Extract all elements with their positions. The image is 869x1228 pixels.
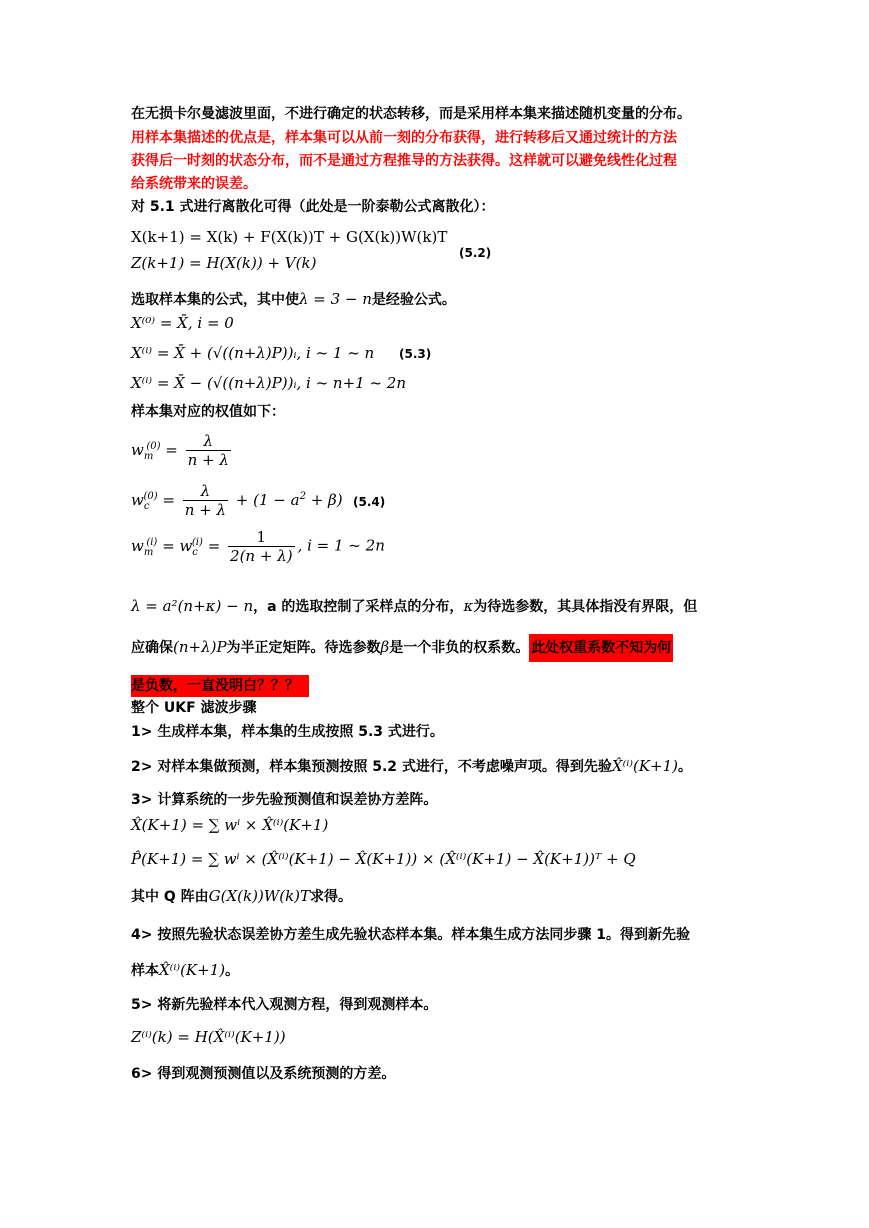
lambda-text1: ，a 的选取控制了采样点的分布， — [253, 599, 464, 615]
step-2-text: 2> 对样本集做预测，样本集预测按照 5.2 式进行，不考虑噪声项。得到先验 — [131, 759, 612, 775]
eq52-line2: Z(k+1) = H(X(k)) + V(k) — [131, 254, 317, 272]
eq53-line1: X⁽⁰⁾ = X̄, i = 0 — [131, 314, 234, 332]
intro-red-line-2: 获得后一时刻的状态分布，而不是通过方程推导的方法获得。这样就可以避免线性化过程 — [131, 153, 677, 169]
lambda-text3: 应确保 — [131, 640, 173, 656]
step-2 — [131, 756, 692, 777]
eq54-label: (5.4) — [353, 495, 386, 509]
eq52-line1: X(k+1) = X(k) + F(X(k))T + G(X(k))W(k)T — [131, 228, 448, 246]
q-text1: 其中 Q 阵由 — [131, 889, 209, 905]
step-2-end: 。 — [678, 759, 692, 775]
highlight-note-1: 此处权重系数不知为何 — [529, 634, 673, 662]
highlight-note-2: 是负数，一直没明白？？？ — [131, 675, 309, 697]
step-3: 3> 计算系统的一步先验预测值和误差协方差阵。 — [131, 792, 438, 808]
step-4-end: 。 — [225, 963, 240, 979]
eq53-line2: X⁽ⁱ⁾ = X̄ + (√((n+λ)P))ᵢ, i ~ 1 ~ n — [131, 344, 375, 362]
eq53-label: (5.3) — [399, 347, 432, 361]
n-lambda-p-expression: (n+λ)P — [173, 638, 227, 656]
step-5: 5> 将新先验样本代入观测方程，得到观测样本。 — [131, 997, 438, 1013]
lambda-paragraph-line3 — [131, 676, 309, 696]
q-matrix-line — [131, 886, 352, 907]
step-5-math: Z⁽ⁱ⁾(k) = H(X̂⁽ⁱ⁾(K+1)) — [131, 1028, 286, 1046]
step-4-line1: 4> 按照先验状态误差协方差生成先验状态样本集。样本集生成方法同步骤 1。得到新先验 — [131, 927, 690, 943]
lambda-paragraph-line2 — [131, 637, 673, 658]
step3-eq-line1: X̂(K+1) = ∑ wⁱ × X̂⁽ⁱ⁾(K+1) — [131, 816, 329, 834]
step-6: 6> 得到观测预测值以及系统预测的方差。 — [131, 1066, 396, 1082]
step-4-text: 样本 — [131, 963, 159, 979]
eq52-label: (5.2) — [459, 246, 492, 260]
step-4-math: X̂⁽ⁱ⁾(K+1) — [159, 961, 226, 979]
lambda-paragraph-line1 — [131, 596, 697, 617]
steps-title: 整个 UKF 滤波步骤 — [131, 700, 257, 716]
sample-text-after: 是经验公式。 — [371, 292, 456, 308]
step3-eq-line2: P̂(K+1) = ∑ wⁱ × (X̂⁽ⁱ⁾(K+1) − X̂(K+1)) × (X̂⁽ⁱ⁾(K+1) − X̂(K+1))ᵀ + Q — [131, 850, 636, 868]
eq54-line2: $w_c^{(0)}$ = $\frac{\lambda}{n + \lambda}$ + $(1 - a^2 + \beta)$ — [131, 482, 343, 519]
discretize-line: 对 5.1 式进行离散化可得（此处是一阶泰勒公式离散化）： — [131, 199, 495, 215]
kappa-symbol: κ — [463, 597, 474, 615]
q-math: G(X(k))W(k)T — [208, 887, 311, 905]
step-2-math: X̂⁽ⁱ⁾(K+1) — [611, 757, 678, 775]
step-1: 1> 生成样本集，样本集的生成按照 5.3 式进行。 — [131, 724, 444, 740]
intro-line-1: 在无损卡尔曼滤波里面，不进行确定的状态转移，而是采用样本集来描述随机变量的分布。 — [131, 106, 691, 122]
weights-title: 样本集对应的权值如下： — [131, 404, 285, 420]
sample-sentence — [131, 289, 456, 310]
q-text2: 求得。 — [310, 889, 353, 905]
sample-text-before: 选取样本集的公式，其中使 — [131, 292, 299, 308]
lambda-text4: 为半正定矩阵。待选参数 — [226, 640, 381, 656]
eq54-line3: $w_m^{(i)} = w_c^{(i)}$ = $\frac{1}{2(n + \lambda)}$ , i = 1 ~ 2n — [131, 528, 385, 565]
intro-red-line-3: 给系统带来的误差。 — [131, 176, 257, 192]
eq53-line3: X⁽ⁱ⁾ = X̄ − (√((n+λ)P))ᵢ, i ~ n+1 ~ 2n — [131, 374, 406, 392]
intro-red-line-1: 用样本集描述的优点是，样本集可以从前一刻的分布获得，进行转移后又通过统计的方法 — [131, 130, 677, 146]
lambda-expression: λ = 3 − n — [299, 290, 372, 308]
eq54-line1: $w_m^{(0)}$ = $\frac{\lambda}{n + \lambda}$ — [131, 432, 229, 469]
step-4-line2 — [131, 960, 239, 981]
lambda-text2: 为待选参数，其具体指没有界限，但 — [473, 599, 698, 615]
beta-symbol: β — [380, 638, 390, 656]
lambda-text5: 是一个非负的权系数。 — [389, 640, 530, 656]
lambda-a-expression: λ = a²(n+κ) − n — [131, 597, 254, 615]
